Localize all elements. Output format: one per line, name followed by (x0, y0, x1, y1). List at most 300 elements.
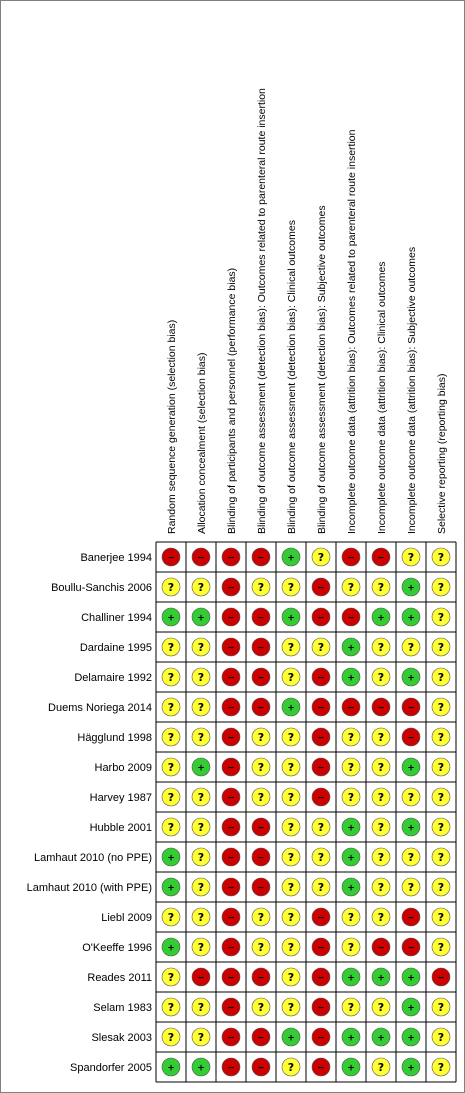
low-risk-symbol: + (287, 703, 295, 714)
cell-low-risk (162, 1058, 180, 1076)
cell-unclear-risk (372, 908, 390, 926)
cell-unclear-risk (252, 758, 270, 776)
low-risk-symbol: + (287, 553, 295, 564)
unclear-risk-symbol: ? (437, 941, 445, 954)
cell-unclear-risk (372, 638, 390, 656)
high-risk-symbol: − (167, 553, 175, 564)
unclear-risk-symbol: ? (347, 791, 355, 804)
cell-unclear-risk (252, 908, 270, 926)
cell-unclear-risk (282, 908, 300, 926)
high-risk-symbol: − (227, 973, 235, 984)
high-risk-symbol: − (377, 703, 385, 714)
cell-unclear-risk (192, 998, 210, 1016)
high-risk-symbol: − (317, 1003, 325, 1014)
cell-unclear-risk (342, 908, 360, 926)
unclear-risk-symbol: ? (287, 791, 295, 804)
cell-unclear-risk (192, 668, 210, 686)
unclear-risk-symbol: ? (317, 641, 325, 654)
low-risk-symbol: + (347, 673, 355, 684)
cell-low-risk (282, 548, 300, 566)
unclear-risk-symbol: ? (257, 1001, 265, 1014)
cell-unclear-risk (432, 608, 450, 626)
unclear-risk-symbol: ? (407, 551, 415, 564)
unclear-risk-symbol: ? (437, 821, 445, 834)
high-risk-symbol: − (407, 733, 415, 744)
unclear-risk-symbol: ? (407, 851, 415, 864)
low-risk-symbol: + (377, 973, 385, 984)
cell-high-risk (312, 698, 330, 716)
high-risk-symbol: − (317, 763, 325, 774)
high-risk-symbol: − (257, 643, 265, 654)
cell-unclear-risk (282, 668, 300, 686)
cell-high-risk (312, 578, 330, 596)
cell-unclear-risk (282, 818, 300, 836)
unclear-risk-symbol: ? (377, 731, 385, 744)
cell-unclear-risk (312, 638, 330, 656)
cell-high-risk (222, 998, 240, 1016)
unclear-risk-symbol: ? (197, 1031, 205, 1044)
cell-low-risk (342, 968, 360, 986)
cell-unclear-risk (162, 788, 180, 806)
cell-unclear-risk (432, 668, 450, 686)
cell-high-risk (222, 728, 240, 746)
high-risk-symbol: − (257, 1063, 265, 1074)
unclear-risk-symbol: ? (437, 551, 445, 564)
cell-unclear-risk (192, 818, 210, 836)
cell-unclear-risk (432, 788, 450, 806)
study-label-spandorfer-2005: Spandorfer 2005 (70, 1062, 152, 1074)
unclear-risk-symbol: ? (167, 911, 175, 924)
unclear-risk-symbol: ? (317, 821, 325, 834)
cell-high-risk (222, 758, 240, 776)
low-risk-symbol: + (347, 1063, 355, 1074)
cell-unclear-risk (192, 848, 210, 866)
unclear-risk-symbol: ? (317, 551, 325, 564)
cell-unclear-risk (192, 938, 210, 956)
cell-unclear-risk (252, 938, 270, 956)
unclear-risk-symbol: ? (437, 911, 445, 924)
unclear-risk-symbol: ? (197, 881, 205, 894)
cell-unclear-risk (432, 698, 450, 716)
unclear-risk-symbol: ? (197, 641, 205, 654)
unclear-risk-symbol: ? (257, 911, 265, 924)
cell-low-risk (402, 668, 420, 686)
high-risk-symbol: − (317, 703, 325, 714)
column-label-1: Random sequence generation (selection bias) (166, 319, 178, 534)
cell-unclear-risk (372, 878, 390, 896)
low-risk-symbol: + (407, 763, 415, 774)
unclear-risk-symbol: ? (437, 611, 445, 624)
high-risk-symbol: − (227, 673, 235, 684)
unclear-risk-symbol: ? (197, 791, 205, 804)
unclear-risk-symbol: ? (437, 761, 445, 774)
cell-unclear-risk (192, 1028, 210, 1046)
cell-high-risk (222, 908, 240, 926)
cell-unclear-risk (432, 578, 450, 596)
high-risk-symbol: − (317, 913, 325, 924)
cell-high-risk (372, 698, 390, 716)
high-risk-symbol: − (317, 613, 325, 624)
unclear-risk-symbol: ? (437, 731, 445, 744)
low-risk-symbol: + (347, 853, 355, 864)
cell-low-risk (282, 608, 300, 626)
cell-high-risk (192, 968, 210, 986)
high-risk-symbol: − (257, 553, 265, 564)
unclear-risk-symbol: ? (377, 581, 385, 594)
column-label-7: Incomplete outcome data (attrition bias): Outcomes related to parenteral route insertion (346, 129, 358, 534)
low-risk-symbol: + (167, 883, 175, 894)
unclear-risk-symbol: ? (287, 761, 295, 774)
unclear-risk-symbol: ? (257, 791, 265, 804)
low-risk-symbol: + (407, 613, 415, 624)
cell-low-risk (342, 668, 360, 686)
cell-high-risk (222, 788, 240, 806)
risk-of-bias-chart (1, 1, 464, 1092)
cell-low-risk (402, 1058, 420, 1076)
low-risk-symbol: + (407, 583, 415, 594)
high-risk-symbol: − (317, 943, 325, 954)
high-risk-symbol: − (227, 733, 235, 744)
cell-unclear-risk (252, 578, 270, 596)
study-label-delamaire-1992: Delamaire 1992 (74, 672, 152, 684)
cell-low-risk (402, 608, 420, 626)
cell-unclear-risk (432, 758, 450, 776)
cell-unclear-risk (192, 908, 210, 926)
cell-unclear-risk (162, 638, 180, 656)
cell-unclear-risk (192, 878, 210, 896)
study-label-reades-2011: Reades 2011 (87, 972, 152, 984)
unclear-risk-symbol: ? (167, 671, 175, 684)
cell-high-risk (222, 668, 240, 686)
cell-high-risk (402, 698, 420, 716)
high-risk-symbol: − (347, 613, 355, 624)
high-risk-symbol: − (257, 823, 265, 834)
study-label-selam-1983: Selam 1983 (93, 1002, 152, 1014)
unclear-risk-symbol: ? (437, 791, 445, 804)
cell-high-risk (162, 548, 180, 566)
unclear-risk-symbol: ? (167, 581, 175, 594)
low-risk-symbol: + (407, 673, 415, 684)
cell-unclear-risk (162, 968, 180, 986)
high-risk-symbol: − (257, 1033, 265, 1044)
cell-unclear-risk (432, 878, 450, 896)
unclear-risk-symbol: ? (407, 641, 415, 654)
unclear-risk-symbol: ? (257, 941, 265, 954)
cell-high-risk (252, 548, 270, 566)
high-risk-symbol: − (197, 553, 205, 564)
cell-high-risk (222, 608, 240, 626)
study-label-slesak-2003: Slesak 2003 (91, 1032, 152, 1044)
cell-unclear-risk (372, 848, 390, 866)
unclear-risk-symbol: ? (347, 761, 355, 774)
cell-unclear-risk (282, 788, 300, 806)
unclear-risk-symbol: ? (317, 851, 325, 864)
cell-unclear-risk (342, 938, 360, 956)
high-risk-symbol: − (317, 673, 325, 684)
high-risk-symbol: − (317, 1033, 325, 1044)
column-label-10: Selective reporting (reporting bias) (436, 373, 448, 534)
cell-low-risk (372, 968, 390, 986)
cell-low-risk (402, 1028, 420, 1046)
high-risk-symbol: − (257, 613, 265, 624)
cell-low-risk (402, 758, 420, 776)
unclear-risk-symbol: ? (287, 641, 295, 654)
cell-low-risk (282, 698, 300, 716)
high-risk-symbol: − (347, 553, 355, 564)
cell-high-risk (222, 818, 240, 836)
low-risk-symbol: + (287, 1033, 295, 1044)
cell-high-risk (222, 638, 240, 656)
high-risk-symbol: − (407, 703, 415, 714)
cell-high-risk (252, 1058, 270, 1076)
cell-high-risk (402, 938, 420, 956)
cell-unclear-risk (162, 578, 180, 596)
cell-unclear-risk (312, 848, 330, 866)
cell-unclear-risk (312, 878, 330, 896)
high-risk-symbol: − (257, 973, 265, 984)
high-risk-symbol: − (197, 973, 205, 984)
high-risk-symbol: − (227, 1033, 235, 1044)
unclear-risk-symbol: ? (377, 821, 385, 834)
high-risk-symbol: − (227, 613, 235, 624)
study-label-harbo-2009: Harbo 2009 (94, 762, 152, 774)
low-risk-symbol: + (287, 613, 295, 624)
column-label-2: Allocation concealment (selection bias) (196, 352, 208, 534)
cell-high-risk (222, 848, 240, 866)
cell-high-risk (312, 908, 330, 926)
cell-unclear-risk (192, 638, 210, 656)
cell-high-risk (222, 968, 240, 986)
unclear-risk-symbol: ? (377, 671, 385, 684)
cell-unclear-risk (372, 728, 390, 746)
unclear-risk-symbol: ? (167, 761, 175, 774)
unclear-risk-symbol: ? (377, 1061, 385, 1074)
high-risk-symbol: − (407, 943, 415, 954)
cell-unclear-risk (372, 818, 390, 836)
unclear-risk-symbol: ? (197, 941, 205, 954)
column-label-8: Incomplete outcome data (attrition bias): Clinical outcomes (376, 261, 388, 534)
cell-unclear-risk (432, 1058, 450, 1076)
cell-unclear-risk (402, 638, 420, 656)
cell-low-risk (372, 1028, 390, 1046)
study-label-banerjee-1994: Banerjee 1994 (80, 552, 152, 564)
cell-unclear-risk (282, 878, 300, 896)
unclear-risk-symbol: ? (437, 701, 445, 714)
cell-low-risk (342, 1028, 360, 1046)
high-risk-symbol: − (227, 1003, 235, 1014)
unclear-risk-symbol: ? (347, 911, 355, 924)
unclear-risk-symbol: ? (287, 1061, 295, 1074)
study-label-challiner-1994: Challiner 1994 (81, 612, 152, 624)
unclear-risk-symbol: ? (257, 761, 265, 774)
cell-low-risk (342, 848, 360, 866)
unclear-risk-symbol: ? (437, 1061, 445, 1074)
cell-high-risk (432, 968, 450, 986)
cell-unclear-risk (342, 578, 360, 596)
unclear-risk-symbol: ? (197, 1001, 205, 1014)
cell-unclear-risk (162, 758, 180, 776)
cell-unclear-risk (402, 548, 420, 566)
cell-high-risk (252, 698, 270, 716)
low-risk-symbol: + (407, 823, 415, 834)
cell-high-risk (402, 908, 420, 926)
cell-unclear-risk (372, 758, 390, 776)
unclear-risk-symbol: ? (287, 581, 295, 594)
low-risk-symbol: + (347, 883, 355, 894)
column-label-4: Blinding of outcome assessment (detection bias): Outcomes related to parenteral route insertion (256, 88, 268, 534)
cell-high-risk (342, 548, 360, 566)
cell-low-risk (342, 638, 360, 656)
cell-low-risk (342, 878, 360, 896)
high-risk-symbol: − (347, 703, 355, 714)
cell-unclear-risk (432, 728, 450, 746)
unclear-risk-symbol: ? (167, 701, 175, 714)
cell-high-risk (222, 1028, 240, 1046)
high-risk-symbol: − (437, 973, 445, 984)
cell-high-risk (252, 818, 270, 836)
high-risk-symbol: − (257, 703, 265, 714)
unclear-risk-symbol: ? (197, 911, 205, 924)
cell-unclear-risk (282, 728, 300, 746)
cell-unclear-risk (342, 788, 360, 806)
unclear-risk-symbol: ? (317, 881, 325, 894)
unclear-risk-symbol: ? (197, 821, 205, 834)
cell-high-risk (372, 548, 390, 566)
high-risk-symbol: − (407, 913, 415, 924)
cell-high-risk (312, 938, 330, 956)
unclear-risk-symbol: ? (257, 731, 265, 744)
unclear-risk-symbol: ? (377, 641, 385, 654)
low-risk-symbol: + (347, 643, 355, 654)
high-risk-symbol: − (227, 1063, 235, 1074)
cell-low-risk (162, 608, 180, 626)
low-risk-symbol: + (167, 1063, 175, 1074)
unclear-risk-symbol: ? (287, 881, 295, 894)
high-risk-symbol: − (317, 1063, 325, 1074)
cell-unclear-risk (342, 728, 360, 746)
cell-low-risk (162, 878, 180, 896)
cell-high-risk (252, 848, 270, 866)
unclear-risk-symbol: ? (167, 821, 175, 834)
low-risk-symbol: + (407, 1003, 415, 1014)
low-risk-symbol: + (377, 613, 385, 624)
low-risk-symbol: + (407, 973, 415, 984)
unclear-risk-symbol: ? (437, 1001, 445, 1014)
cell-unclear-risk (192, 728, 210, 746)
cell-low-risk (282, 1028, 300, 1046)
cell-unclear-risk (282, 848, 300, 866)
cell-unclear-risk (432, 548, 450, 566)
study-label-boullu-sanchis-2006: Boullu-Sanchis 2006 (51, 582, 152, 594)
high-risk-symbol: − (317, 733, 325, 744)
cell-high-risk (342, 698, 360, 716)
cell-unclear-risk (282, 1058, 300, 1076)
low-risk-symbol: + (347, 823, 355, 834)
column-label-9: Incomplete outcome data (attrition bias): Subjective outcomes (406, 246, 418, 534)
study-label-dardaine-1995: Dardaine 1995 (79, 642, 152, 654)
cell-unclear-risk (162, 668, 180, 686)
cell-high-risk (312, 608, 330, 626)
cell-unclear-risk (372, 578, 390, 596)
high-risk-symbol: − (377, 943, 385, 954)
study-label-hubble-2001: Hubble 2001 (89, 822, 152, 834)
high-risk-symbol: − (227, 823, 235, 834)
unclear-risk-symbol: ? (287, 731, 295, 744)
cell-unclear-risk (432, 1028, 450, 1046)
cell-unclear-risk (252, 728, 270, 746)
cell-high-risk (312, 788, 330, 806)
cell-high-risk (252, 638, 270, 656)
low-risk-symbol: + (197, 763, 205, 774)
cell-unclear-risk (162, 908, 180, 926)
cell-low-risk (402, 818, 420, 836)
cell-high-risk (312, 1058, 330, 1076)
cell-low-risk (372, 608, 390, 626)
cell-unclear-risk (162, 998, 180, 1016)
cell-low-risk (402, 998, 420, 1016)
cell-unclear-risk (432, 638, 450, 656)
cell-low-risk (192, 758, 210, 776)
cell-unclear-risk (342, 998, 360, 1016)
cell-unclear-risk (282, 758, 300, 776)
low-risk-symbol: + (197, 1063, 205, 1074)
cell-low-risk (402, 968, 420, 986)
cell-unclear-risk (282, 938, 300, 956)
cell-unclear-risk (312, 548, 330, 566)
column-label-6: Blinding of outcome assessment (detection bias): Subjective outcomes (316, 205, 328, 534)
cell-unclear-risk (282, 968, 300, 986)
unclear-risk-symbol: ? (197, 701, 205, 714)
cell-high-risk (312, 1028, 330, 1046)
cell-high-risk (312, 998, 330, 1016)
low-risk-symbol: + (167, 613, 175, 624)
cell-high-risk (222, 698, 240, 716)
study-label-duems-noriega-2014: Duems Noriega 2014 (48, 702, 152, 714)
cell-high-risk (312, 668, 330, 686)
unclear-risk-symbol: ? (287, 971, 295, 984)
cell-unclear-risk (432, 938, 450, 956)
cell-unclear-risk (402, 788, 420, 806)
unclear-risk-symbol: ? (377, 851, 385, 864)
high-risk-symbol: − (257, 883, 265, 894)
high-risk-symbol: − (227, 583, 235, 594)
high-risk-symbol: − (227, 883, 235, 894)
unclear-risk-symbol: ? (287, 1001, 295, 1014)
unclear-risk-symbol: ? (437, 641, 445, 654)
cell-low-risk (162, 938, 180, 956)
cell-unclear-risk (402, 878, 420, 896)
low-risk-symbol: + (167, 943, 175, 954)
high-risk-symbol: − (227, 763, 235, 774)
unclear-risk-symbol: ? (437, 1031, 445, 1044)
cell-high-risk (312, 728, 330, 746)
unclear-risk-symbol: ? (347, 941, 355, 954)
row-labels (27, 552, 152, 1074)
high-risk-symbol: − (317, 793, 325, 804)
study-label-lamhaut-2010-with-ppe: Lamhaut 2010 (with PPE) (26, 882, 152, 894)
cell-unclear-risk (282, 638, 300, 656)
high-risk-symbol: − (227, 913, 235, 924)
unclear-risk-symbol: ? (377, 761, 385, 774)
unclear-risk-symbol: ? (407, 791, 415, 804)
cell-unclear-risk (162, 1028, 180, 1046)
unclear-risk-symbol: ? (377, 911, 385, 924)
cell-low-risk (192, 1058, 210, 1076)
unclear-risk-symbol: ? (287, 941, 295, 954)
low-risk-symbol: + (167, 853, 175, 864)
cell-unclear-risk (192, 578, 210, 596)
cell-unclear-risk (162, 818, 180, 836)
